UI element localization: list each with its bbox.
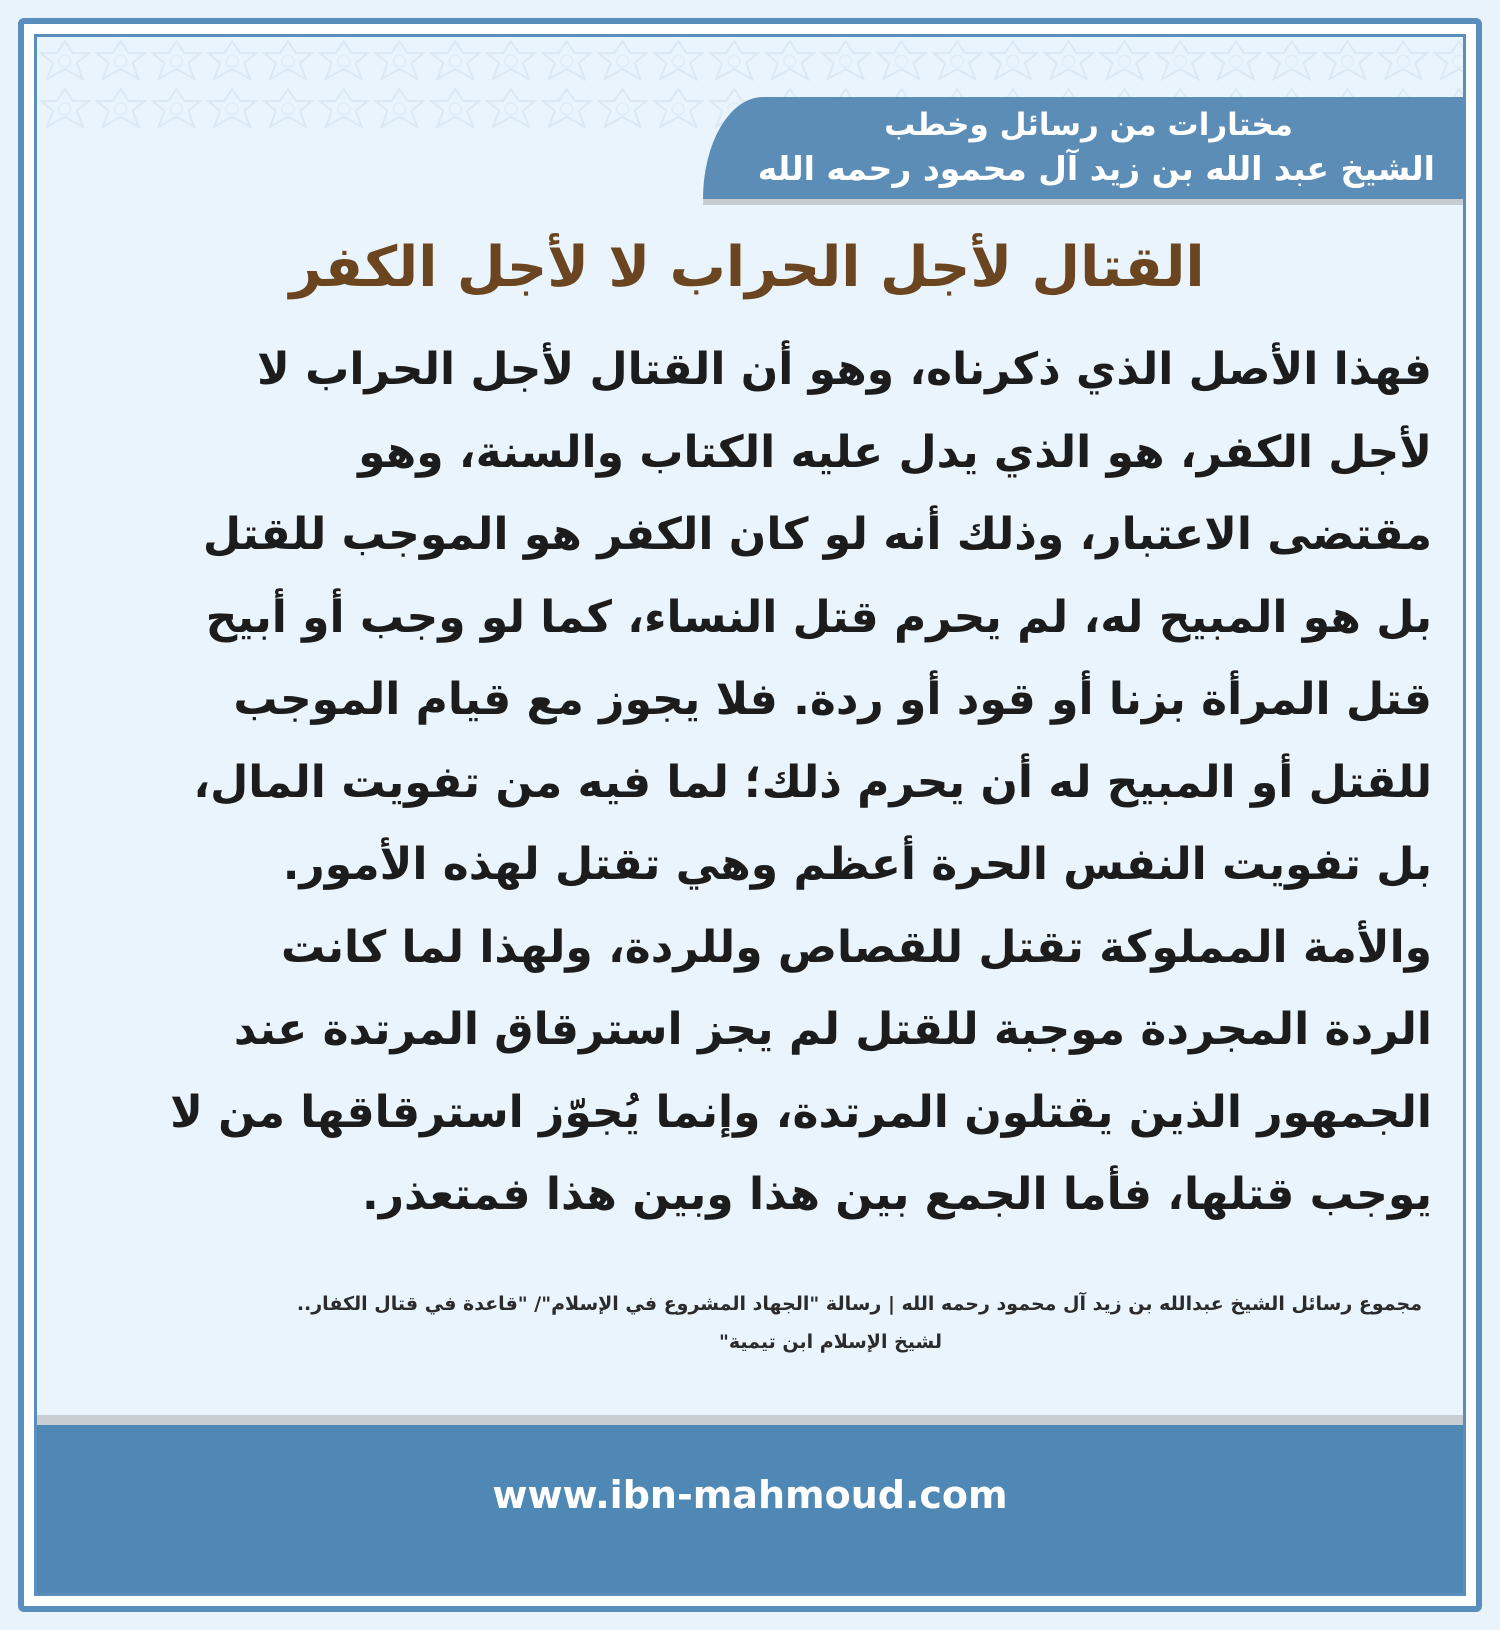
citation-line: مجموع رسائل الشيخ عبدالله بن زيد آل محمود رحمه الله | رسالة "الجهاد المشروع في الإسلام"/ "قاعدة في قتال الكفار..	[296, 1293, 1422, 1315]
citation-line: لشيخ الإسلام ابن تيمية"	[718, 1331, 942, 1353]
body-line: فهذا الأصل الذي ذكرناه، وهو أن القتال لأجل الحراب لا	[257, 344, 1432, 395]
article-title: القتال لأجل الحراب لا لأجل الكفر	[289, 235, 1205, 300]
series-header	[703, 97, 1463, 199]
body-line: لأجل الكفر، هو الذي يدل عليه الكتاب والسنة، وهو	[358, 426, 1432, 478]
body-line: بل هو المبيح له، لم يحرم قتل النساء، كما لو وجب أو أبيح	[205, 591, 1432, 643]
footer-divider	[37, 1415, 1463, 1425]
outer-frame	[18, 18, 1482, 1612]
body-line: الردة المجردة موجبة للقتل لم يجز استرقاق المرتدة عند	[233, 1004, 1432, 1055]
article-body	[132, 329, 1432, 1237]
content-panel	[34, 34, 1466, 1596]
body-line: يوجب قتلها، فأما الجمع بين هذا وبين هذا فمتعذر.	[361, 1169, 1432, 1220]
footer-bar	[37, 1425, 1463, 1593]
body-line: قتل المرأة بزنا أو قود أو ردة. فلا يجوز مع قيام الموجب	[233, 674, 1432, 725]
author-name: الشيخ عبد الله بن زيد آل محمود رحمه الله	[757, 149, 1435, 188]
body-line: مقتضى الاعتبار، وذلك أنه لو كان الكفر هو الموجب للقتل	[202, 509, 1432, 560]
series-title: مختارات من رسائل وخطب	[884, 107, 1293, 143]
body-line: للقتل أو المبيح له أن يحرم ذلك؛ لما فيه من تفويت المال،	[193, 756, 1432, 808]
website-link[interactable]: www.ibn-mahmoud.com	[492, 1473, 1008, 1517]
body-line: بل تفويت النفس الحرة أعظم وهي تقتل لهذه الأمور.	[282, 839, 1432, 890]
body-line: والأمة المملوكة تقتل للقصاص وللردة، ولهذا لما كانت	[280, 921, 1432, 973]
source-citation	[132, 1285, 1422, 1361]
body-line: الجمهور الذين يقتلون المرتدة، وإنما يُجوّز استرقاقها من لا	[170, 1086, 1432, 1138]
